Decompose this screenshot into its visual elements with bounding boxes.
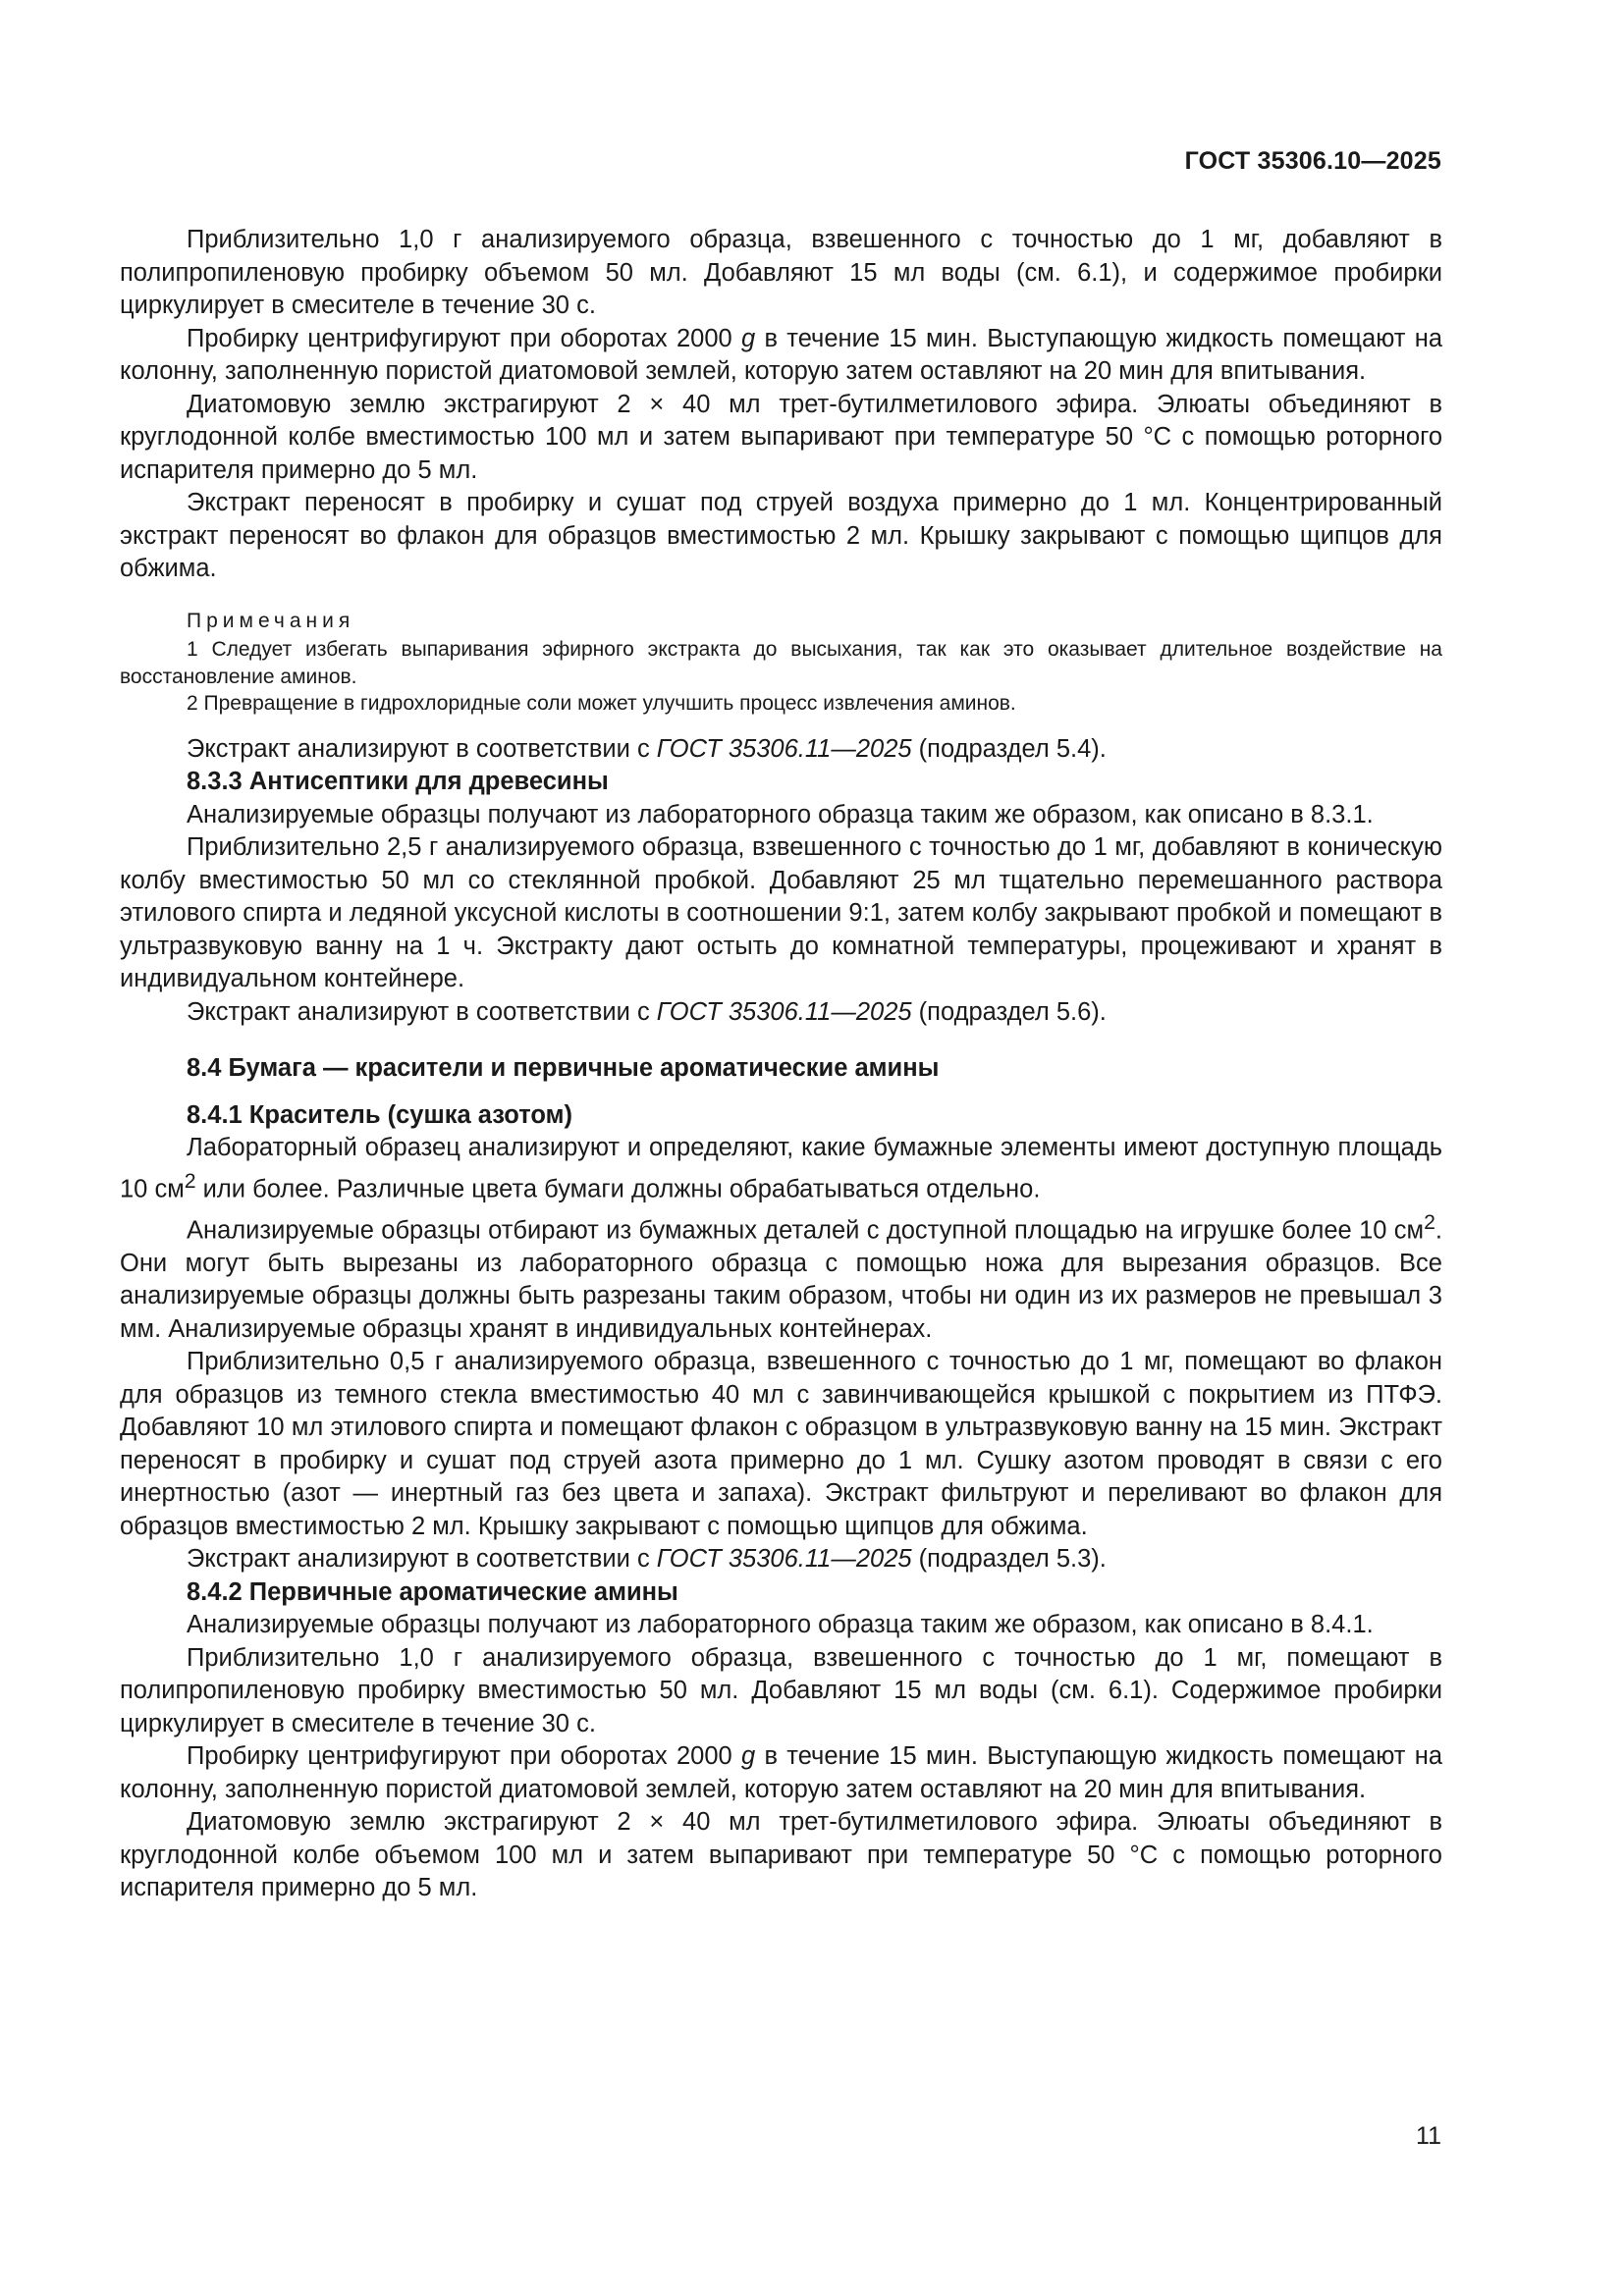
- paragraph: Экстракт переносят в пробирку и сушат под струей воздуха примерно до 1 мл. Концентрированный экстракт переносят во флакон для образцов вместимостью 2 мл. Крышку закрывают с помощью щипцов для обжима.: [120, 489, 1442, 582]
- paragraph: Приблизительно 2,5 г анализируемого образца, взвешенного с точностью до 1 мг, добавляют в коническую колбу вместимостью 50 мл со стеклянной пробкой. Добавляют 25 мл тщательно перемешанного раствора этилового спирта и ледяной уксусной кислоты в соотношении 9:1, затем колбу закрывают пробкой и помещают в ультразвуковую ванну на 1 ч. Экстракту дают остыть до комнатной температуры, процеживают и хранят в индивидуальном контейнере.: [120, 833, 1442, 992]
- paragraph: Анализируемые образцы получают из лабораторного образца таким же образом, как описано в 8.3.1.: [187, 800, 1374, 828]
- paragraph: Диатомовую землю экстрагируют 2 × 40 мл трет-бутилметилового эфира. Элюаты объединяют в круглодонной колбе объемом 100 мл и затем выпаривают при температуре 50 °С с помощью роторного испарителя примерно до 5 мл.: [120, 1808, 1442, 1901]
- notes-title: Примечания: [187, 609, 355, 632]
- section-heading-8-4: 8.4 Бумага — красители и первичные ароматические амины: [187, 1054, 940, 1082]
- paragraph: Анализируемые образцы получают из лабораторного образца таким же образом, как описано в 8.4.1.: [187, 1611, 1374, 1638]
- section-heading-8-4-1: 8.4.1 Краситель (сушка азотом): [187, 1100, 572, 1129]
- reference-paragraph: Экстракт анализируют в соответствии с ГОСТ 35306.11—2025 (подраздел 5.3).: [187, 1545, 1107, 1573]
- reference-paragraph: Экстракт анализируют в соответствии с ГОСТ 35306.11—2025 (подраздел 5.6).: [187, 997, 1107, 1026]
- paragraph: Анализируемые образцы отбирают из бумажных деталей с доступной площадью на игрушке более 10 $см^2$. Они могут быть вырезаны из лабораторного образца с помощью ножа для вырезания образцов. Все анализируемые образцы должны быть разрезаны таким образом, чтобы ни один из их размеров не превышал 3 мм. Анализируемые образцы хранят в индивидуальных контейнерах.: [120, 1209, 1442, 1343]
- standard-reference: ГОСТ 35306.11—2025: [656, 997, 912, 1026]
- note-item: 1 Следует избегать выпаривания эфирного экстракта до высыхания, так как это оказывает длительное воздействие на восстановление аминов.: [120, 638, 1442, 688]
- document-body: [120, 224, 1442, 1905]
- notes-block: [120, 608, 1442, 718]
- section-heading-8-3-3: 8.3.3 Антисептики для древесины: [187, 768, 609, 795]
- document-header-id: ГОСТ 35306.10—2025: [1184, 147, 1441, 175]
- reference-paragraph: Экстракт анализируют в соответствии с ГОСТ 35306.11—2025 (подраздел 5.4).: [187, 734, 1107, 763]
- paragraph: Пробирку центрифугируют при оборотах 2000 g в течение 15 мин. Выступающую жидкость помещают на колонну, заполненную пористой диатомовой землей, которую затем оставляют на 20 мин для впитывания.: [120, 1742, 1443, 1803]
- paragraph: Приблизительно 1,0 г анализируемого образца, взвешенного с точностью до 1 мг, добавляют в полипропиленовую пробирку объемом 50 мл. Добавляют 15 мл воды (см. 6.1), и содержимое пробирки циркулирует в смесителе в течение 30 с.: [120, 226, 1442, 319]
- paragraph: Приблизительно 1,0 г анализируемого образца, взвешенного с точностью до 1 мг, помещают в полипропиленовую пробирку вместимостью 50 мл. Добавляют 15 мл воды (см. 6.1). Содержимое пробирки циркулирует в смесителе в течение 30 с.: [120, 1643, 1442, 1737]
- section-heading-8-4-2: 8.4.2 Первичные ароматические амины: [187, 1577, 678, 1606]
- note-item: 2 Превращение в гидрохлоридные соли может улучшить процесс извлечения аминов.: [187, 692, 1016, 715]
- standard-reference: ГОСТ 35306.11—2025: [656, 1545, 912, 1573]
- paragraph: Приблизительно 0,5 г анализируемого образца, взвешенного с точностью до 1 мг, помещают во флакон для образцов из темного стекла вместимостью 40 мл с завинчивающейся крышкой с покрытием из ПТФЭ. Добавляют 10 мл этилового спирта и помещают флакон с образцом в ультразвуковую ванну на 15 мин. Экстракт переносят в пробирку и сушат под струей азота примерно до 1 мл. Сушку азотом проводят в связи с его инертностью (азот — инертный газ без цвета и запаха). Экстракт фильтруют и переливают во флакон для образцов вместимостью 2 мл. Крышку закрывают с помощью щипцов для обжима.: [120, 1348, 1442, 1540]
- paragraph: Пробирку центрифугируют при оборотах 2000 g в течение 15 мин. Выступающую жидкость помещают на колонну, заполненную пористой диатомовой землей, которую затем оставляют на 20 мин для впитывания.: [120, 324, 1443, 385]
- standard-reference: ГОСТ 35306.11—2025: [656, 734, 912, 763]
- page-number: 11: [1416, 2122, 1441, 2150]
- paragraph: Лабораторный образец анализируют и определяют, какие бумажные элементы имеют доступную площадь 10 $см^2$ или более. Различные цвета бумаги должны обрабатываться отдельно.: [120, 1134, 1442, 1202]
- paragraph: Диатомовую землю экстрагируют 2 × 40 мл трет-бутилметилового эфира. Элюаты объединяют в круглодонной колбе вместимостью 100 мл и затем выпаривают при температуре 50 °С с помощью роторного испарителя примерно до 5 мл.: [120, 390, 1442, 484]
